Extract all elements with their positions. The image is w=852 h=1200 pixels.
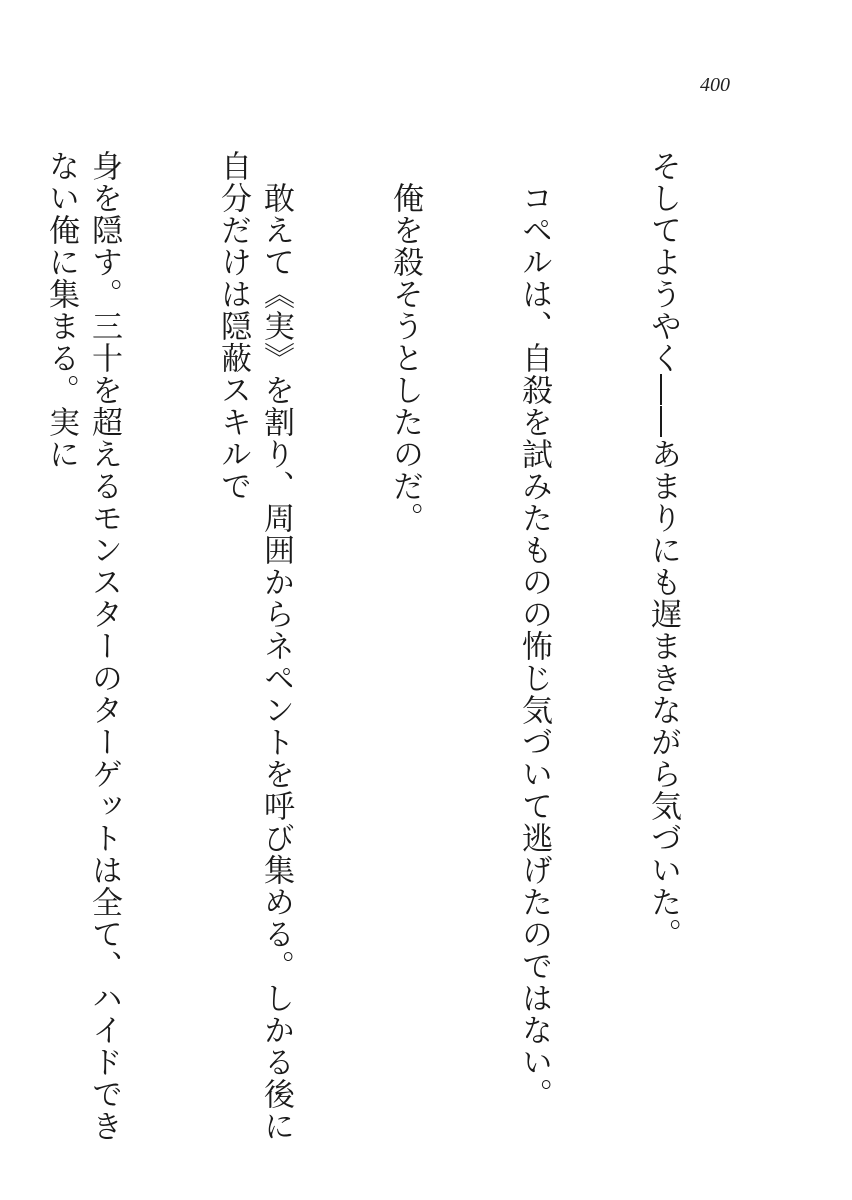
text-line: 俺を殺そうとしたのだ。 <box>387 150 423 534</box>
body-text <box>43 150 770 1150</box>
text-line: 身を隠す。三十を超えるモンスターのターゲットは全て、ハイドできない俺に集まる。実に <box>43 150 122 1142</box>
text-line: そしてようやく――あまりにも遅まきながら気づいた。 <box>645 150 681 950</box>
page-number: 400 <box>700 74 730 96</box>
text-line: 敢えて《実》を割り、周囲からネペントを呼び集める。しかる後に自分だけは隠蔽スキルで <box>215 150 294 1142</box>
text-line: コペルは、自殺を試みたものの怖じ気づいて逃げたのではない。 <box>516 150 552 1110</box>
